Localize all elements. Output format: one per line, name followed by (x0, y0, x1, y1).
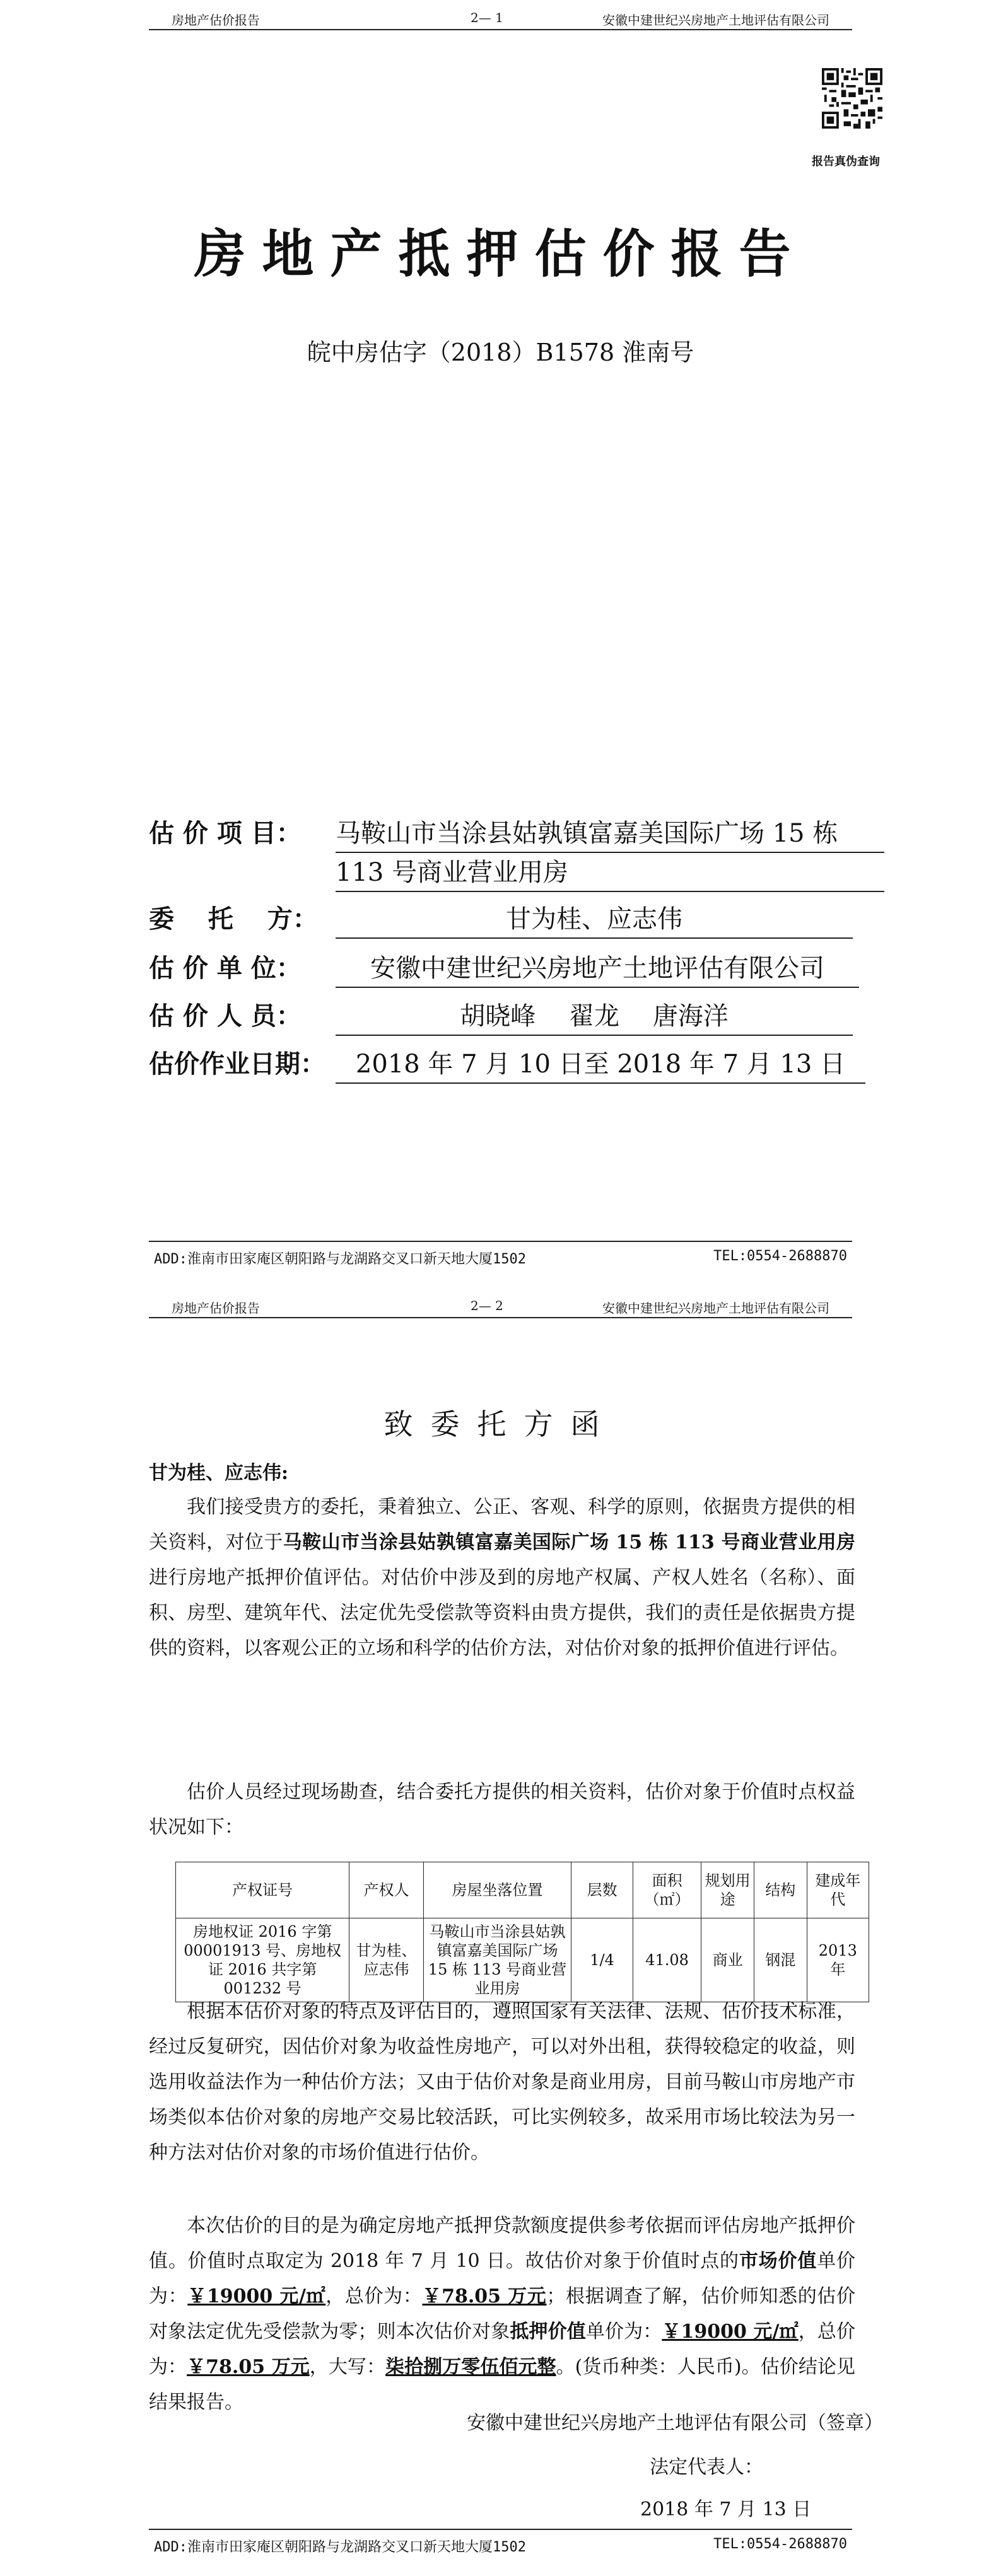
p4-text-g: ，总价为： (149, 2321, 856, 2378)
p4-amount-in-words: 柒拾捌万零伍佰元整 (385, 2356, 556, 2378)
cell-usage: 商业 (701, 1918, 754, 2002)
p4-mortgage-total-price: ￥78.05 万元 (187, 2356, 310, 2378)
col-cert-no: 产权证号 (176, 1862, 349, 1918)
footer-address: ADD:淮南市田家庵区朝阳路与龙湖路交叉口新天地大厦1502 (154, 1251, 526, 1267)
footer-address: ADD:淮南市田家庵区朝阳路与龙湖路交叉口新天地大厦1502 (154, 2539, 526, 2555)
p4-market-total-price: ￥78.05 万元 (422, 2285, 547, 2307)
page-header (149, 1298, 852, 1318)
paragraph-1 (149, 1490, 855, 1666)
col-area: 面积（㎡） (633, 1862, 701, 1918)
project-value-line1: 马鞍山市当涂县姑孰镇富嘉美国际广场 15 栋 (336, 813, 884, 853)
qr-code-block[interactable] (812, 68, 882, 175)
p4-text-f: 单价为： (585, 2321, 662, 2343)
date-label: 估价作业日期： (149, 1049, 325, 1079)
sign-legal-rep: 法定代表人： (650, 2456, 763, 2478)
project-label: 估 价 项 目： (149, 818, 301, 848)
client-label: 委 托 方： (149, 904, 318, 934)
col-structure: 结构 (754, 1862, 807, 1918)
table-header-row (176, 1862, 869, 1918)
p4-mortgage-unit-price: ￥19000 元/㎡ (662, 2321, 799, 2343)
letter-page (0, 1288, 1001, 2576)
cell-floors: 1/4 (571, 1918, 633, 2002)
p4-mortgage-value-label: 抵押价值 (510, 2321, 586, 2343)
col-year: 建成年代 (807, 1862, 869, 1918)
p4-market-unit-price: ￥19000 元/㎡ (187, 2285, 326, 2307)
unit-value: 安徽中建世纪兴房地产土地评估有限公司 (336, 948, 859, 988)
p4-text-c: 单价为： (149, 2250, 856, 2307)
report-number: 皖中房估字（2018）B1578 淮南号 (307, 339, 694, 366)
p1-text-b: 进行房地产抵押价值评估。对估价中涉及到的房地产权属、产权人姓名（名称）、面积、房型、建筑年代、法定优先受偿款等资料由贵方提供，我们的责任是依据贵方提供的资料，以客观公正的立场和科学的估价方法，对估价对象的抵押价值进行评估。 (149, 1567, 855, 1659)
table-row (176, 1918, 869, 2002)
qr-code-icon[interactable] (822, 68, 882, 129)
cell-location: 马鞍山市当涂县姑孰镇富嘉美国际广场 15 栋 113 号商业营业用房 (423, 1918, 571, 2002)
page-header (149, 10, 852, 30)
paragraph-4 (149, 2208, 855, 2420)
paragraph-2: 估价人员经过现场勘查，结合委托方提供的相关资料，估价对象于价值时点权益状况如下： (149, 1781, 855, 1838)
p4-market-value-label: 市场价值 (739, 2250, 817, 2272)
unit-label: 估 价 单 位： (149, 953, 301, 983)
p4-text-e: ；根据调查了解，估价师知悉的估价对象法定优先受偿款为零；则本次估价对象 (149, 2285, 856, 2343)
footer-tel: TEL:0554-2688870 (713, 1248, 847, 1264)
sign-date: 2018 年 7 月 13 日 (640, 2498, 812, 2521)
cell-year: 2013 年 (807, 1918, 869, 2002)
salutation: 甘为桂、应志伟: (149, 1462, 289, 1484)
page-footer (149, 2529, 852, 2555)
col-location: 房屋坐落位置 (423, 1862, 571, 1918)
p4-text-i: 。(货币种类：人民币)。估价结论见结果报告。 (149, 2356, 855, 2413)
header-right: 安徽中建世纪兴房地产土地评估有限公司 (602, 13, 829, 28)
project-value-line2: 113 号商业营业用房 (336, 852, 884, 892)
appraisers-value: 胡晓峰 翟龙 唐海洋 (336, 996, 853, 1036)
client-value: 甘为桂、应志伟 (336, 899, 853, 939)
paragraph-3: 根据本估价对象的特点及评估目的，遵照国家有关法律、法规、估价技术标准，经过反复研究，因估价对象为收益性房地产，可以对外出租，获得较稳定的收益，则选用收益法作为一种估价方法；又由于估价对象是商业用房，目前马鞍山市房地产市场类似本估价对象的房地产交易比较活跃，可比实例较多，故采用市场比较法为另一种方法对估价对象的市场价值进行估价。 (149, 2000, 855, 2164)
cell-area: 41.08 (633, 1918, 701, 2002)
date-value: 2018 年 7 月 10 日至 2018 年 7 月 13 日 (336, 1044, 865, 1084)
qr-caption: 报告真伪查询 (812, 155, 880, 168)
property-table (175, 1862, 869, 2002)
p4-text-a: 本次估价的目的是为确定房地产抵押贷款额度提供参考依据而评估房地产抵押价值。价值时点取定为 2018 年 7 月 10 日。故估价对象于价值时点的 (149, 2215, 855, 2272)
cell-structure: 钢混 (754, 1918, 807, 2002)
col-floors: 层数 (571, 1862, 633, 1918)
p4-text-h: ，大写： (309, 2356, 386, 2378)
header-page-number: 2— 1 (471, 10, 503, 25)
footer-tel: TEL:0554-2688870 (713, 2536, 847, 2552)
cell-cert-no: 房地权证 2016 字第 00001913 号、房地权证 2016 共字第 001232 号 (176, 1918, 349, 2002)
p1-property-address: 马鞍山市当涂县姑孰镇富嘉美国际广场 15 栋 113 号商业营业用房 (283, 1531, 856, 1553)
letter-title: 致委托方函 (383, 1407, 618, 1441)
header-right: 安徽中建世纪兴房地产土地评估有限公司 (602, 1301, 829, 1316)
header-page-number: 2— 2 (471, 1298, 503, 1313)
col-owner: 产权人 (349, 1862, 423, 1918)
col-usage: 规划用途 (701, 1862, 754, 1918)
cell-owner: 甘为桂、应志伟 (349, 1918, 423, 2002)
header-left: 房地产估价报告 (172, 1301, 260, 1316)
sign-company: 安徽中建世纪兴房地产土地评估有限公司（签章） (467, 2412, 883, 2434)
page-footer (149, 1241, 852, 1267)
report-title: 房地产抵押估价报告 (194, 224, 807, 284)
appraisers-label: 估 价 人 员： (149, 1001, 301, 1031)
p1-text-a: 我们接受贵方的委托，秉着独立、公正、客观、科学的原则，依据贵方提供的相关资料，对位于 (149, 1496, 855, 1553)
header-left: 房地产估价报告 (172, 13, 260, 28)
p4-text-d: ，总价为： (325, 2285, 423, 2307)
